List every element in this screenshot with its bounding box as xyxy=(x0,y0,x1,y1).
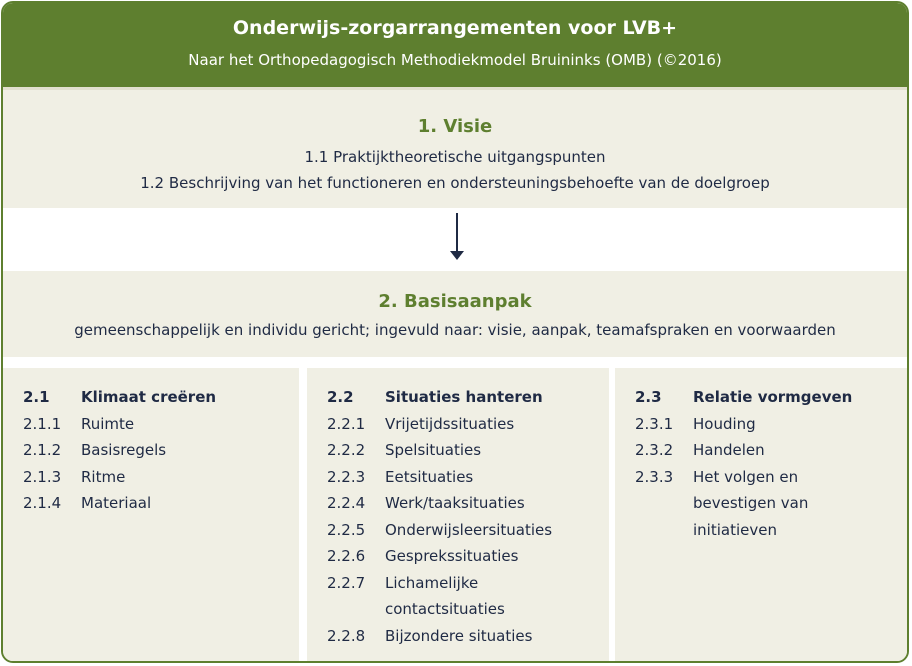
column-heading-title: Situaties hanteren xyxy=(385,388,543,406)
list-item-number: 2.1.3 xyxy=(23,467,62,486)
list-item-label: Materiaal xyxy=(81,494,152,512)
list-item-label: Het volgen en xyxy=(693,467,799,486)
list-item-label: Onderwijsleersituaties xyxy=(385,520,553,539)
list-item-label: Bijzondere situaties xyxy=(385,626,533,645)
column-klimaat xyxy=(3,368,299,663)
visie-section xyxy=(3,87,907,208)
column-heading-number: 2.3 xyxy=(635,388,662,406)
list-item-number: 2.1.1 xyxy=(23,414,62,433)
diagram-subtitle: Naar het Orthopedagogisch Methodiekmodel Bruininks (OMB) (©2016) xyxy=(188,51,722,69)
list-item-label: Basisregels xyxy=(81,441,167,459)
diagram-frame xyxy=(1,1,909,663)
list-item-label: Handelen xyxy=(693,441,765,459)
list-item-label: Ruimte xyxy=(81,414,135,433)
column-heading-title: Relatie vormgeven xyxy=(693,388,853,406)
visie-item: 1.1 Praktijktheoretische uitgangspunten xyxy=(304,148,606,166)
visie-title: 1. Visie xyxy=(417,116,493,137)
down-arrow-icon xyxy=(447,213,467,261)
column-situaties xyxy=(307,368,609,663)
list-item-number: 2.2.7 xyxy=(327,573,366,592)
list-item-number: 2.1.4 xyxy=(23,494,62,512)
list-item-label: Houding xyxy=(693,414,756,433)
basisaanpak-title: 2. Basisaanpak xyxy=(378,291,532,312)
list-item-number: 2.3.3 xyxy=(635,467,674,486)
list-item-number: 2.1.2 xyxy=(23,441,62,459)
list-item-label: contactsituaties xyxy=(385,600,505,618)
basisaanpak-description: gemeenschappelijk en individu gericht; ingevuld naar: visie, aanpak, teamafspraken en voorwaarden xyxy=(74,321,836,339)
list-item-label: Werk/taaksituaties xyxy=(385,494,525,512)
list-item-number: 2.3.2 xyxy=(635,441,674,459)
list-item-number: 2.2.1 xyxy=(327,414,366,433)
list-item-number: 2.2.6 xyxy=(327,547,366,565)
column-heading-number: 2.1 xyxy=(23,388,50,406)
list-item-label: Vrijetijdssituaties xyxy=(385,414,515,433)
list-item-number: 2.2.8 xyxy=(327,626,366,645)
column-heading-number: 2.2 xyxy=(327,388,354,406)
column-heading-title: Klimaat creëren xyxy=(81,388,217,406)
list-item-number: 2.2.2 xyxy=(327,441,366,459)
list-item-label: Spelsituaties xyxy=(385,441,482,459)
column-relatie xyxy=(615,368,909,663)
list-item-number: 2.2.5 xyxy=(327,520,366,539)
list-item-label: Eetsituaties xyxy=(385,467,474,486)
header-bar xyxy=(3,3,907,87)
visie-item: 1.2 Beschrijving van het functioneren en ondersteuningsbehoefte van de doelgroep xyxy=(140,174,770,192)
list-item-label: Ritme xyxy=(81,467,126,486)
list-item-label: initiatieven xyxy=(693,520,777,539)
list-item-number: 2.3.1 xyxy=(635,414,674,433)
list-item-label: Gesprekssituaties xyxy=(385,547,519,565)
basisaanpak-section xyxy=(3,271,907,357)
list-item-label: bevestigen van xyxy=(693,494,809,512)
list-item-number: 2.2.4 xyxy=(327,494,366,512)
list-item-number: 2.2.3 xyxy=(327,467,366,486)
list-item-label: Lichamelijke xyxy=(385,573,479,592)
diagram-title: Onderwijs-zorgarrangementen voor LVB+ xyxy=(232,17,678,39)
